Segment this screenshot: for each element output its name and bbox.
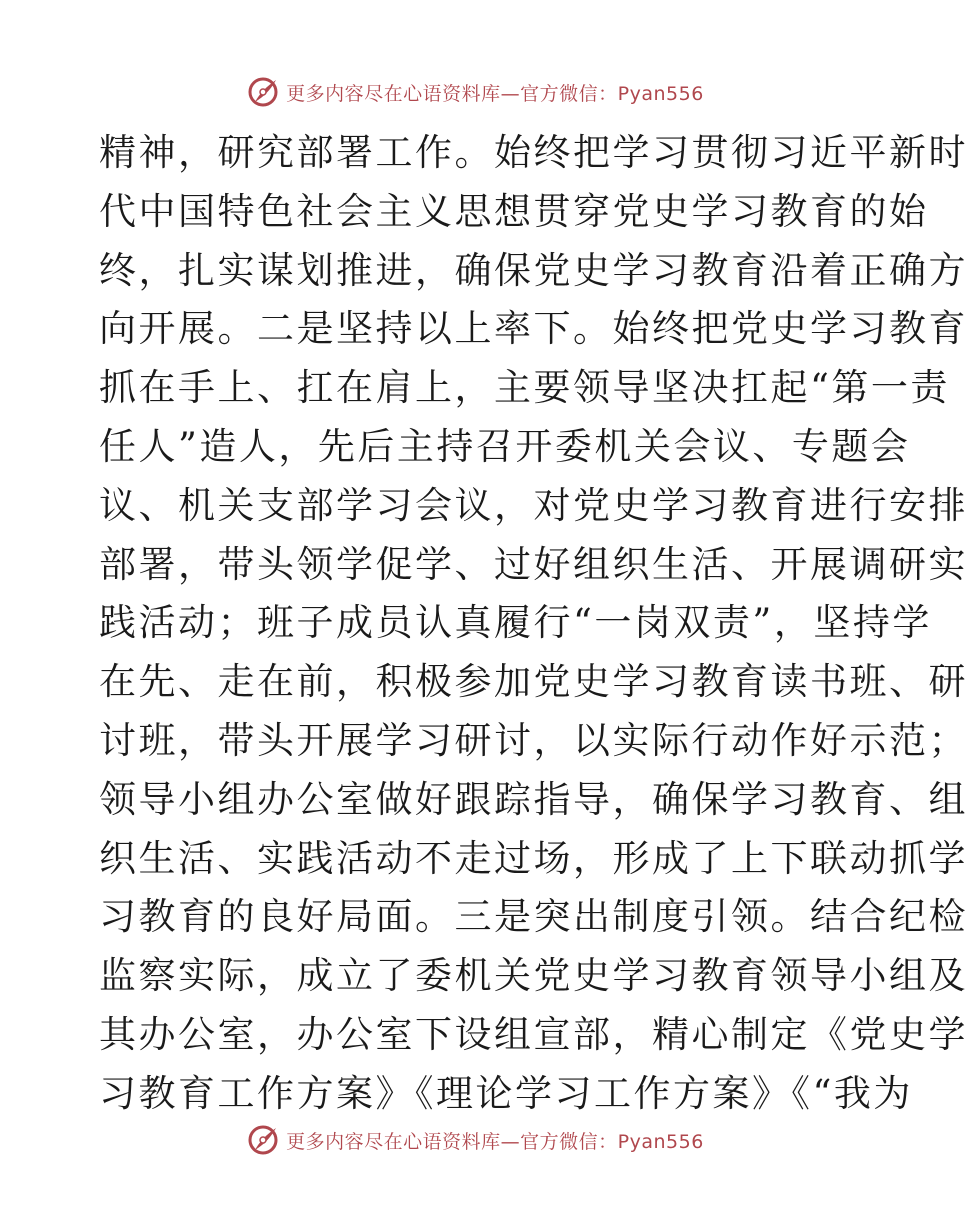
body-line: 习教育的良好局面。三是突出制度引领。结合纪检: [99, 895, 968, 939]
body-line: 讨班，带头开展学习研讨，以实际行动作好示范；: [99, 718, 968, 762]
body-line: 代中国特色社会主义思想贯穿党史学习教育的始: [99, 189, 929, 233]
header-watermark: [0, 72, 950, 112]
body-line: 议、机关支部学习会议，对党史学习教育进行安排: [99, 483, 968, 527]
feather-quill-logo: [246, 1123, 280, 1157]
body-line: 践活动；班子成员认真履行“一岗双责”，坚持学: [99, 601, 932, 645]
body-line: 向开展。二是坚持以上率下。始终把党史学习教育: [99, 307, 968, 351]
footer-watermark-text: 更多内容尽在心语资料库—官方微信：Pyan556: [286, 1130, 704, 1153]
body-line: 部署，带头领学促学、过好组织生活、开展调研实: [99, 542, 968, 586]
body-line: 抓在手上、扛在肩上，主要领导坚决扛起“第一责: [99, 366, 950, 410]
body-line: 领导小组办公室做好跟踪指导，确保学习教育、组: [99, 777, 968, 821]
header-watermark-text: 更多内容尽在心语资料库—官方微信：Pyan556: [286, 82, 704, 105]
body-line: 其办公室，办公室下设组宣部，精心制定《党史学: [99, 1012, 968, 1056]
body-line: 监察实际，成立了委机关党史学习教育领导小组及: [99, 954, 968, 998]
feather-quill-logo: [246, 75, 280, 109]
document-body: [99, 124, 968, 1124]
footer-watermark: [0, 1120, 950, 1160]
body-line: 终，扎实谋划推进，确保党史学习教育沿着正确方: [99, 248, 968, 292]
body-line: 任人”造人，先后主持召开委机关会议、专题会: [99, 424, 911, 468]
body-line: 织生活、实践活动不走过场，形成了上下联动抓学: [99, 836, 968, 880]
body-line: 习教育工作方案》《理论学习工作方案》《“我为: [99, 1071, 913, 1115]
body-line: 在先、走在前，积极参加党史学习教育读书班、研: [99, 660, 968, 704]
body-line: 精神，研究部署工作。始终把学习贯彻习近平新时: [99, 131, 968, 174]
